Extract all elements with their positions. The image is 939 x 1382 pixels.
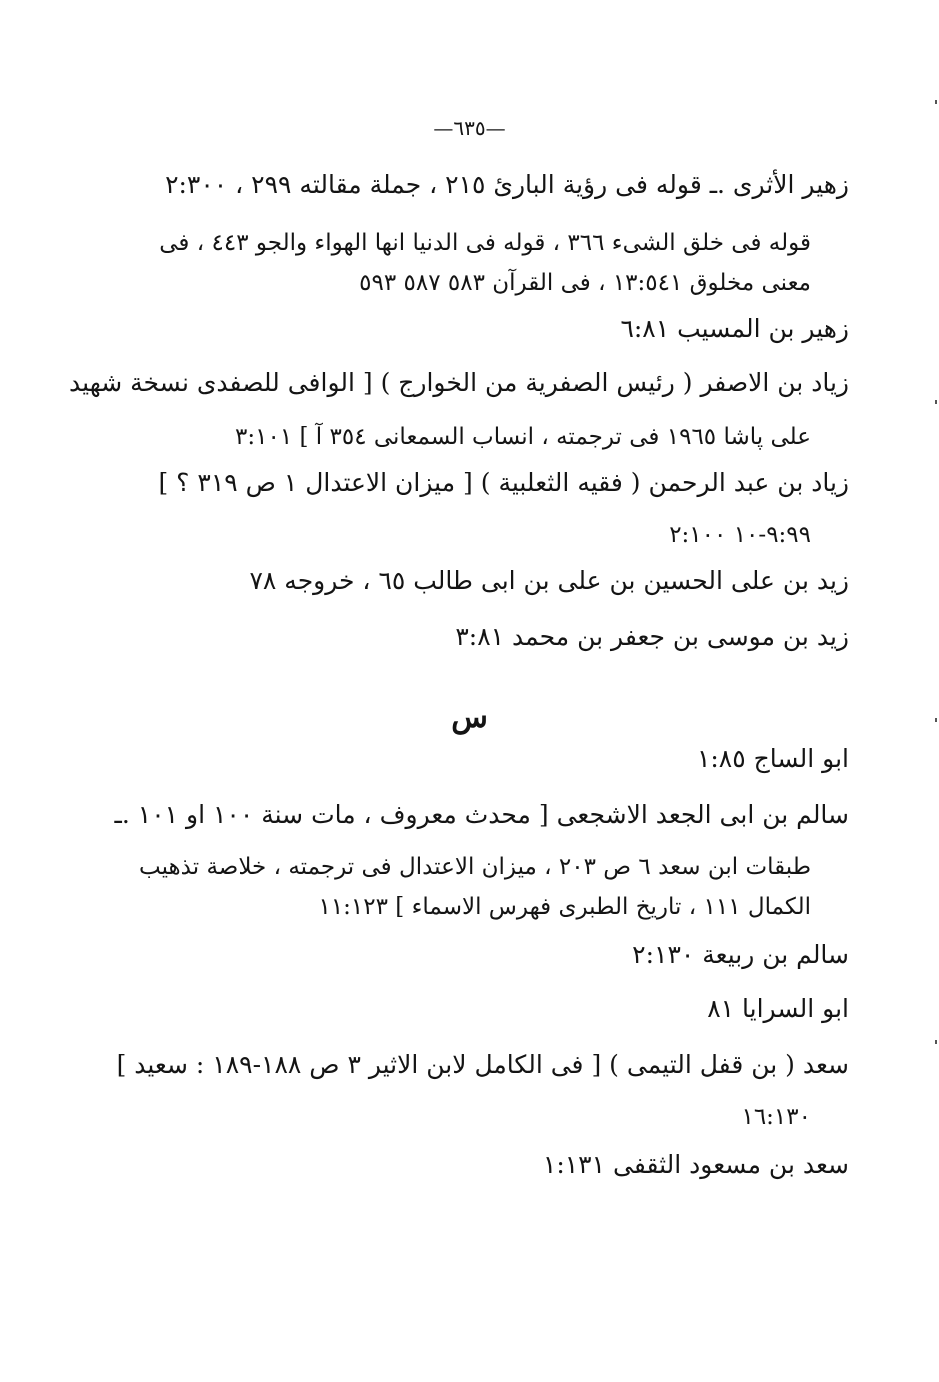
index-entry-sad-ibn-masud: سعد بن مسعود الثقفى ١:١٣١: [542, 1150, 849, 1179]
index-entry-continuation: الكمال ١١١ ، تاريخ الطبرى فهرس الاسماء ] ١١:١٢٣: [318, 894, 811, 920]
index-entry-salim-ibn-rabia: سالم بن ربيعة ٢:١٣٠: [632, 940, 849, 969]
index-entry-continuation: على پاشا ١٩٦٥ فى ترجمته ، انساب السمعانى ٣٥٤ آ ] ٣:١٠١: [235, 424, 811, 450]
scan-edge-mark: [935, 1040, 937, 1044]
index-entry-abu-al-saj: ابو الساج ١:٨٥: [696, 744, 849, 773]
index-entry-salim-ibn-abi-al-jad: سالم بن ابى الجعد الاشجعى [ محدث معروف ، مات سنة ١٠٠ او ١٠١ .ـ: [114, 800, 849, 829]
page-number: —٦٣٥—: [433, 116, 506, 140]
index-entry-abu-al-saraya: ابو السرايا ٨١: [707, 994, 849, 1023]
index-entry-zayd-ibn-musa: زيد بن موسى بن جعفر بن محمد ٣:٨١: [455, 622, 849, 651]
section-letter-heading: س: [451, 700, 488, 735]
index-entry-zayd-ibn-ali: زيد بن على الحسين بن على بن ابى طالب ٦٥ ، خروجه ٧٨: [249, 566, 849, 595]
index-entry-ziyad-ibn-al-asfar: زياد بن الاصفر ( رئيس الصفرية من الخوارج ) [ الوافى للصفدى نسخة شهيد: [69, 368, 849, 397]
index-entry-ziyad-ibn-abd-al-rahman: زياد بن عبد الرحمن ( فقيه الثعلبية ) [ ميزان الاعتدال ١ ص ٣١٩ ؟ ]: [158, 468, 849, 497]
index-entry-continuation: ٩:٩٩-١٠ ٢:١٠٠: [669, 522, 811, 548]
index-entry-continuation: طبقات ابن سعد ٦ ص ٢٠٣ ، ميزان الاعتدال فى ترجمته ، خلاصة تذهيب: [139, 854, 811, 880]
index-entry-continuation: ١٦:١٣٠: [741, 1104, 811, 1130]
scan-edge-mark: [935, 400, 937, 404]
index-entry-continuation: معنى مخلوق ١٣:٥٤١ ، فى القرآن ٥٨٣ ٥٨٧ ٥٩٣: [359, 270, 811, 296]
index-entry-sad-ibn-qufl: سعد ( بن قفل التيمى ) [ فى الكامل لابن الاثير ٣ ص ١٨٨-١٨٩ : سعيد ]: [116, 1050, 849, 1079]
scan-edge-mark: [935, 718, 937, 722]
index-entry-continuation: قوله فى خلق الشىء ٣٦٦ ، قوله فى الدنيا انها الهواء والجو ٤٤٣ ، فى: [159, 230, 811, 256]
index-entry-zuhayr-ibn-al-musayyib: زهير بن المسيب ٦:٨١: [620, 314, 849, 343]
index-entry-zuhayr-al-athari: زهير الأثرى .ـ قوله فى رؤية البارىٔ ٢١٥ ، جملة مقالته ٢٩٩ ، ٢:٣٠٠: [165, 170, 849, 199]
scan-edge-mark: [935, 100, 937, 104]
